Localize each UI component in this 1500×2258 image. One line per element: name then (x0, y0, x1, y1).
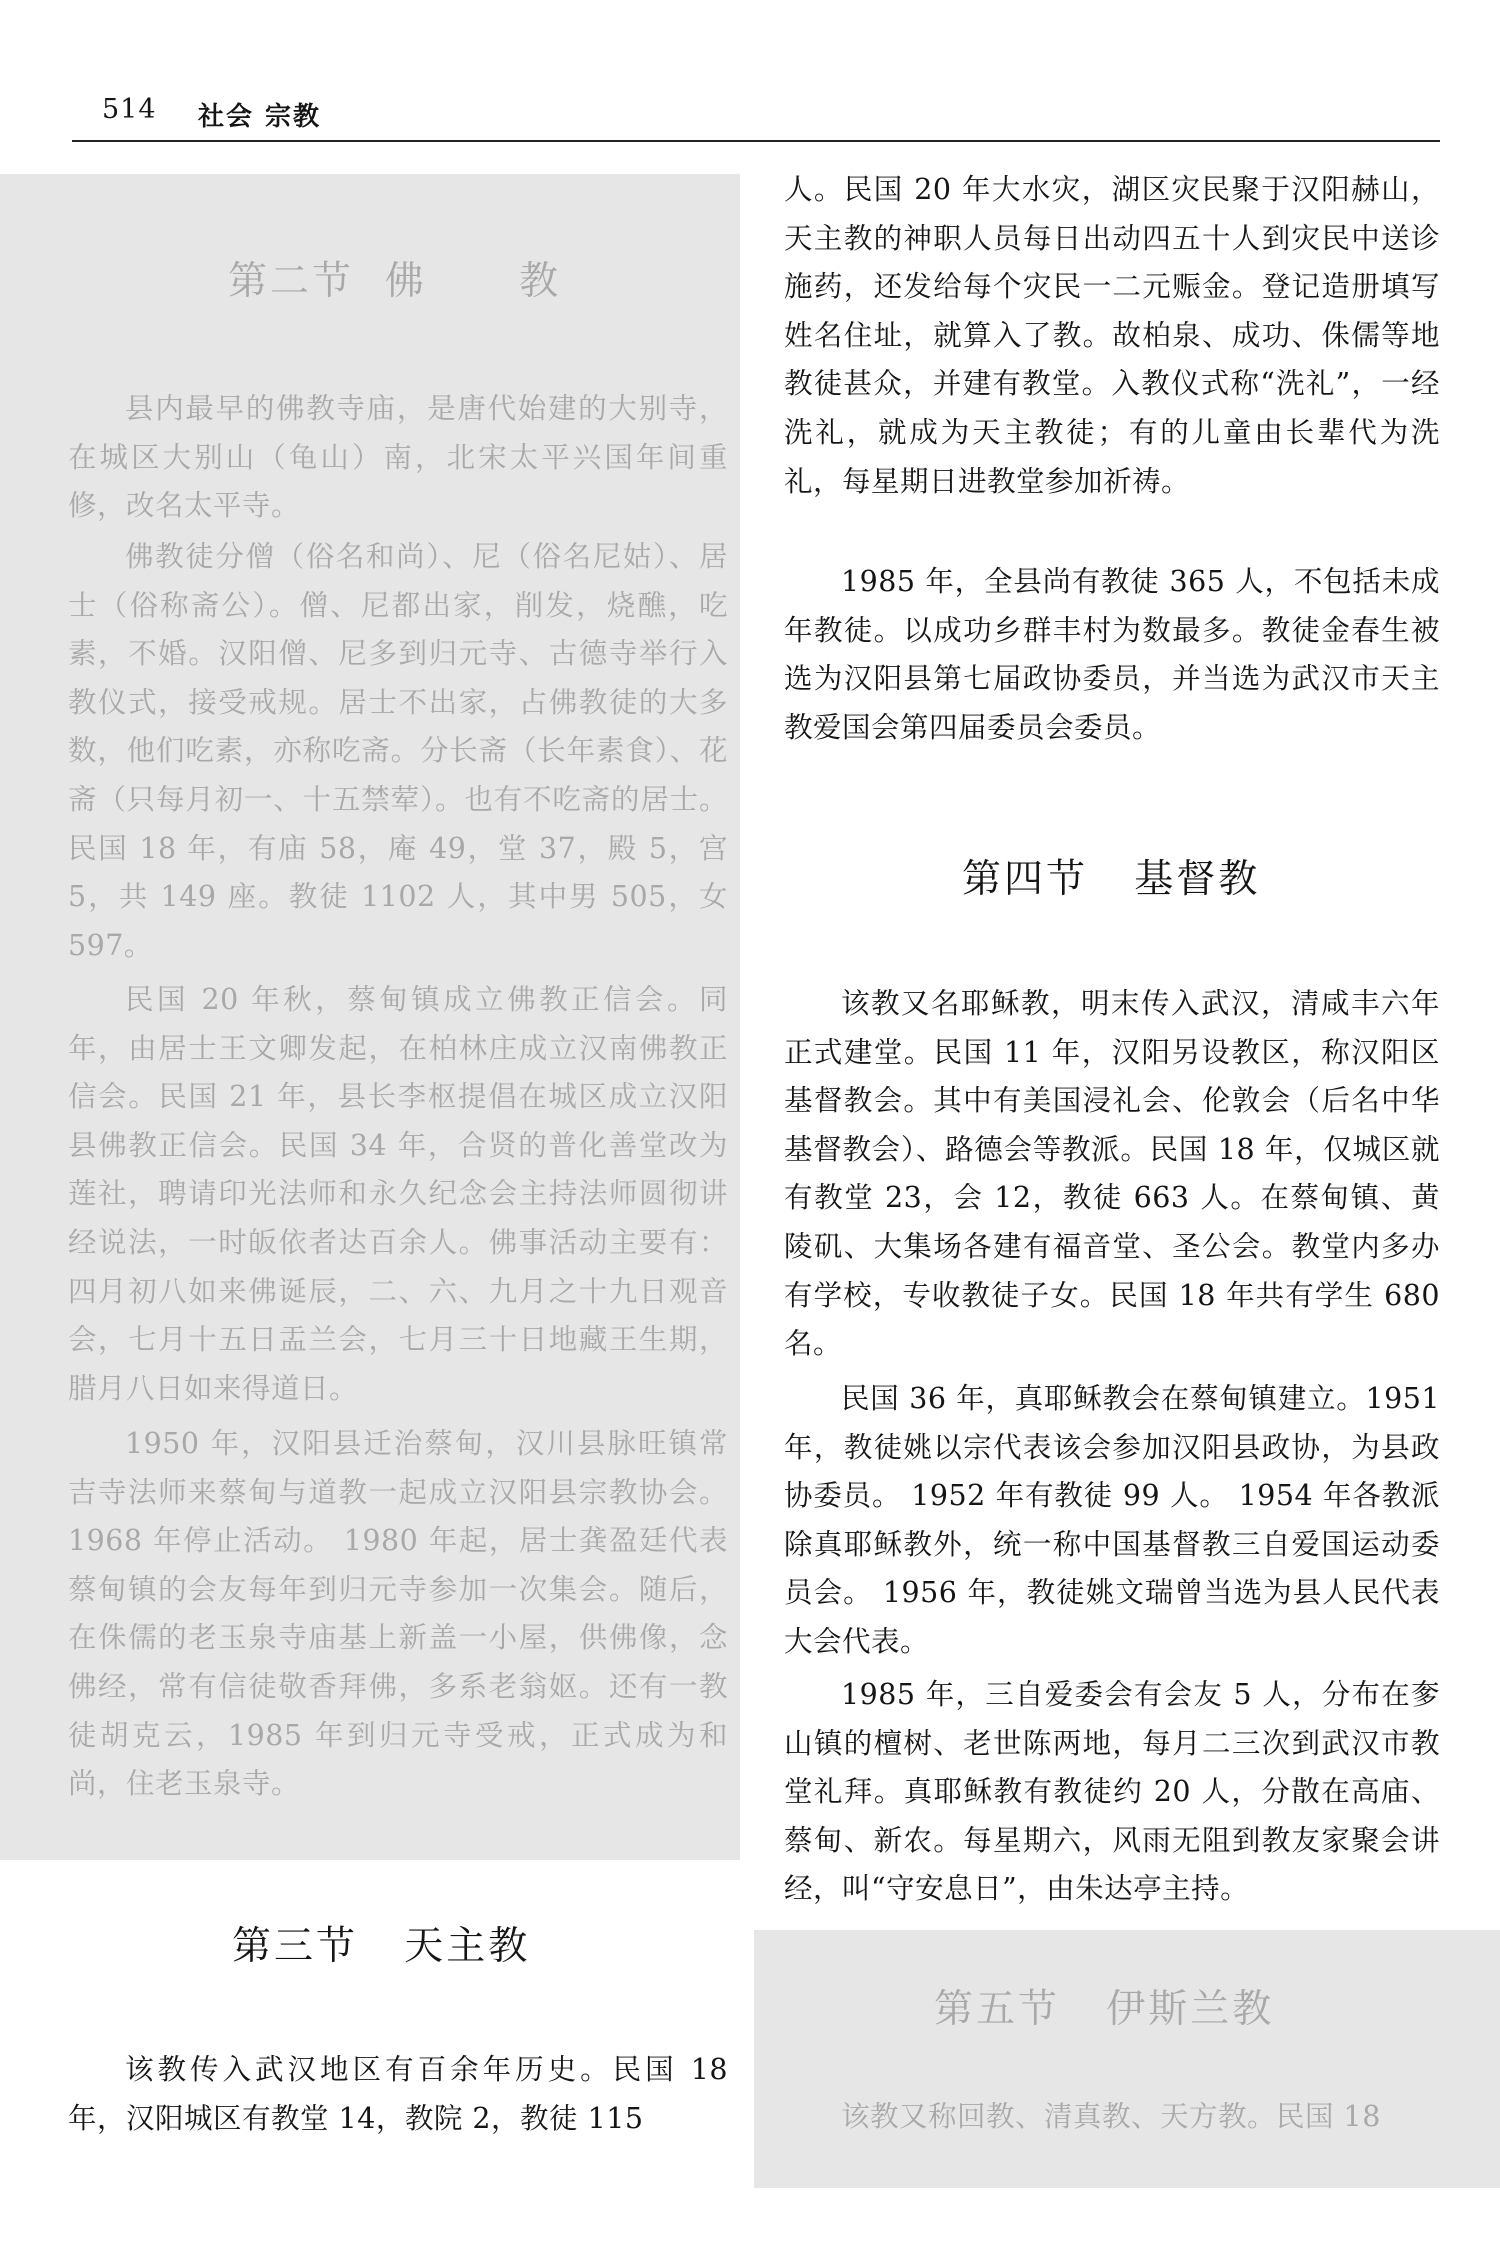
catholicism-heading: 第三节 天主教 (232, 1924, 531, 1969)
buddhism-paragraph-2: 佛教徒分僧（俗名和尚）、尼（俗名尼姑）、居士（俗称斋公）。僧、尼都出家，削发，烧醮，吃素，不婚。汉阳僧、尼多到归元寺、古德寺举行入教仪式，接受戒规。居士不出家，占佛教徒的大多数，他们吃素，亦称吃斋。分长斋（长年素食）、花斋（只每月初一、十五禁荤）。也有不吃斋的居士。民国 18 年，有庙 58，庵 49，堂 37，殿 5，宫 5，共 149 座。教徒 1102 人，其中男 505，女 597。 (68, 540, 728, 962)
islam-section-shade (754, 1930, 1500, 2188)
buddhism-heading: 第二节 佛 教 (228, 259, 562, 304)
catholicism-paragraph-left: 该教传入武汉地区有百余年历史。民国 18 年，汉阳城区有教堂 14，教院 2，教徒 115 (68, 2053, 728, 2135)
header-rule (72, 140, 1440, 142)
running-title: 社会 宗教 (198, 102, 322, 132)
islam-heading: 第五节 伊斯兰教 (934, 1987, 1275, 2032)
page-number: 514 (102, 94, 157, 125)
buddhism-paragraph-4: 1950 年，汉阳县迁治蔡甸，汉川县脉旺镇常吉寺法师来蔡甸与道教一起成立汉阳县宗教协会。 1968 年停止活动。 1980 年起，居士龚盈廷代表蔡甸镇的会友每年到归元寺参加一次集会。随后，在侏儒的老玉泉寺庙基上新盖一小屋，供佛像，念佛经，常有信徒敬香拜佛，多系老翁妪。还有一教徒胡克云，1985 年到归元寺受戒，正式成为和尚，住老玉泉寺。 (68, 1427, 728, 1801)
christianity-paragraph-3: 1985 年，三自爱委会有会友 5 人，分布在奓山镇的檀树、老世陈两地，每月二三次到武汉市教堂礼拜。真耶稣教有教徒约 20 人，分散在高庙、蔡甸、新农。每星期六，风雨无阻到教友家聚会讲经，叫“守安息日”，由朱达亭主持。 (784, 1678, 1440, 1906)
islam-paragraph: 该教又称回教、清真教、天方教。民国 18 (841, 2100, 1381, 2133)
catholicism-paragraph-1985: 1985 年，全县尚有教徒 365 人，不包括未成年教徒。以成功乡群丰村为数最多。教徒金春生被选为汉阳县第七届政协委员，并当选为武汉市天主教爱国会第四届委员会委员。 (784, 565, 1440, 744)
buddhism-paragraph-3: 民国 20 年秋，蔡甸镇成立佛教正信会。同年，由居士王文卿发起，在柏林庄成立汉南佛教正信会。民国 21 年，县长李枢提倡在城区成立汉阳县佛教正信会。民国 34 年，合贤的普化善堂改为莲社，聘请印光法师和永久纪念会主持法师圆彻讲经说法，一时皈依者达百余人。佛事活动主要有：四月初八如来佛诞辰，二、六、九月之十九日观音会，七月十五日盂兰会，七月三十日地藏王生期，腊月八日如来得道日。 (68, 983, 728, 1405)
christianity-paragraph-1: 该教又名耶稣教，明末传入武汉，清咸丰六年正式建堂。民国 11 年，汉阳另设教区，称汉阳区基督教会。其中有美国浸礼会、伦敦会（后名中华基督教会）、路德会等教派。民国 18 年，仅城区就有教堂 23，会 12，教徒 663 人。在蔡甸镇、黄陵矶、大集场各建有福音堂、圣公会。教堂内多办有学校，专收教徒子女。民国 18 年共有学生 680 名。 (784, 987, 1440, 1361)
page-header (0, 0, 1500, 145)
christianity-heading: 第四节 基督教 (962, 857, 1261, 902)
catholicism-paragraph-continued: 人。民国 20 年大水灾，湖区灾民聚于汉阳赫山，天主教的神职人员每日出动四五十人到灾民中送诊施药，还发给每个灾民一二元赈金。登记造册填写姓名住址，就算入了教。故柏泉、成功、侏儒等地教徒甚众，并建有教堂。入教仪式称“洗礼”，一经洗礼，就成为天主教徒；有的儿童由长辈代为洗礼，每星期日进教堂参加祈祷。 (784, 173, 1440, 498)
christianity-paragraph-2: 民国 36 年，真耶稣教会在蔡甸镇建立。1951 年，教徒姚以宗代表该会参加汉阳县政协，为县政协委员。 1952 年有教徒 99 人。 1954 年各教派除真耶稣教外，统一称中国基督教三自爱国运动委员会。 1956 年，教徒姚文瑞曾当选为县人民代表大会代表。 (784, 1382, 1440, 1658)
buddhism-paragraph-1: 县内最早的佛教寺庙，是唐代始建的大别寺，在城区大别山（龟山）南，北宋太平兴国年间重修，改名太平寺。 (68, 392, 728, 523)
